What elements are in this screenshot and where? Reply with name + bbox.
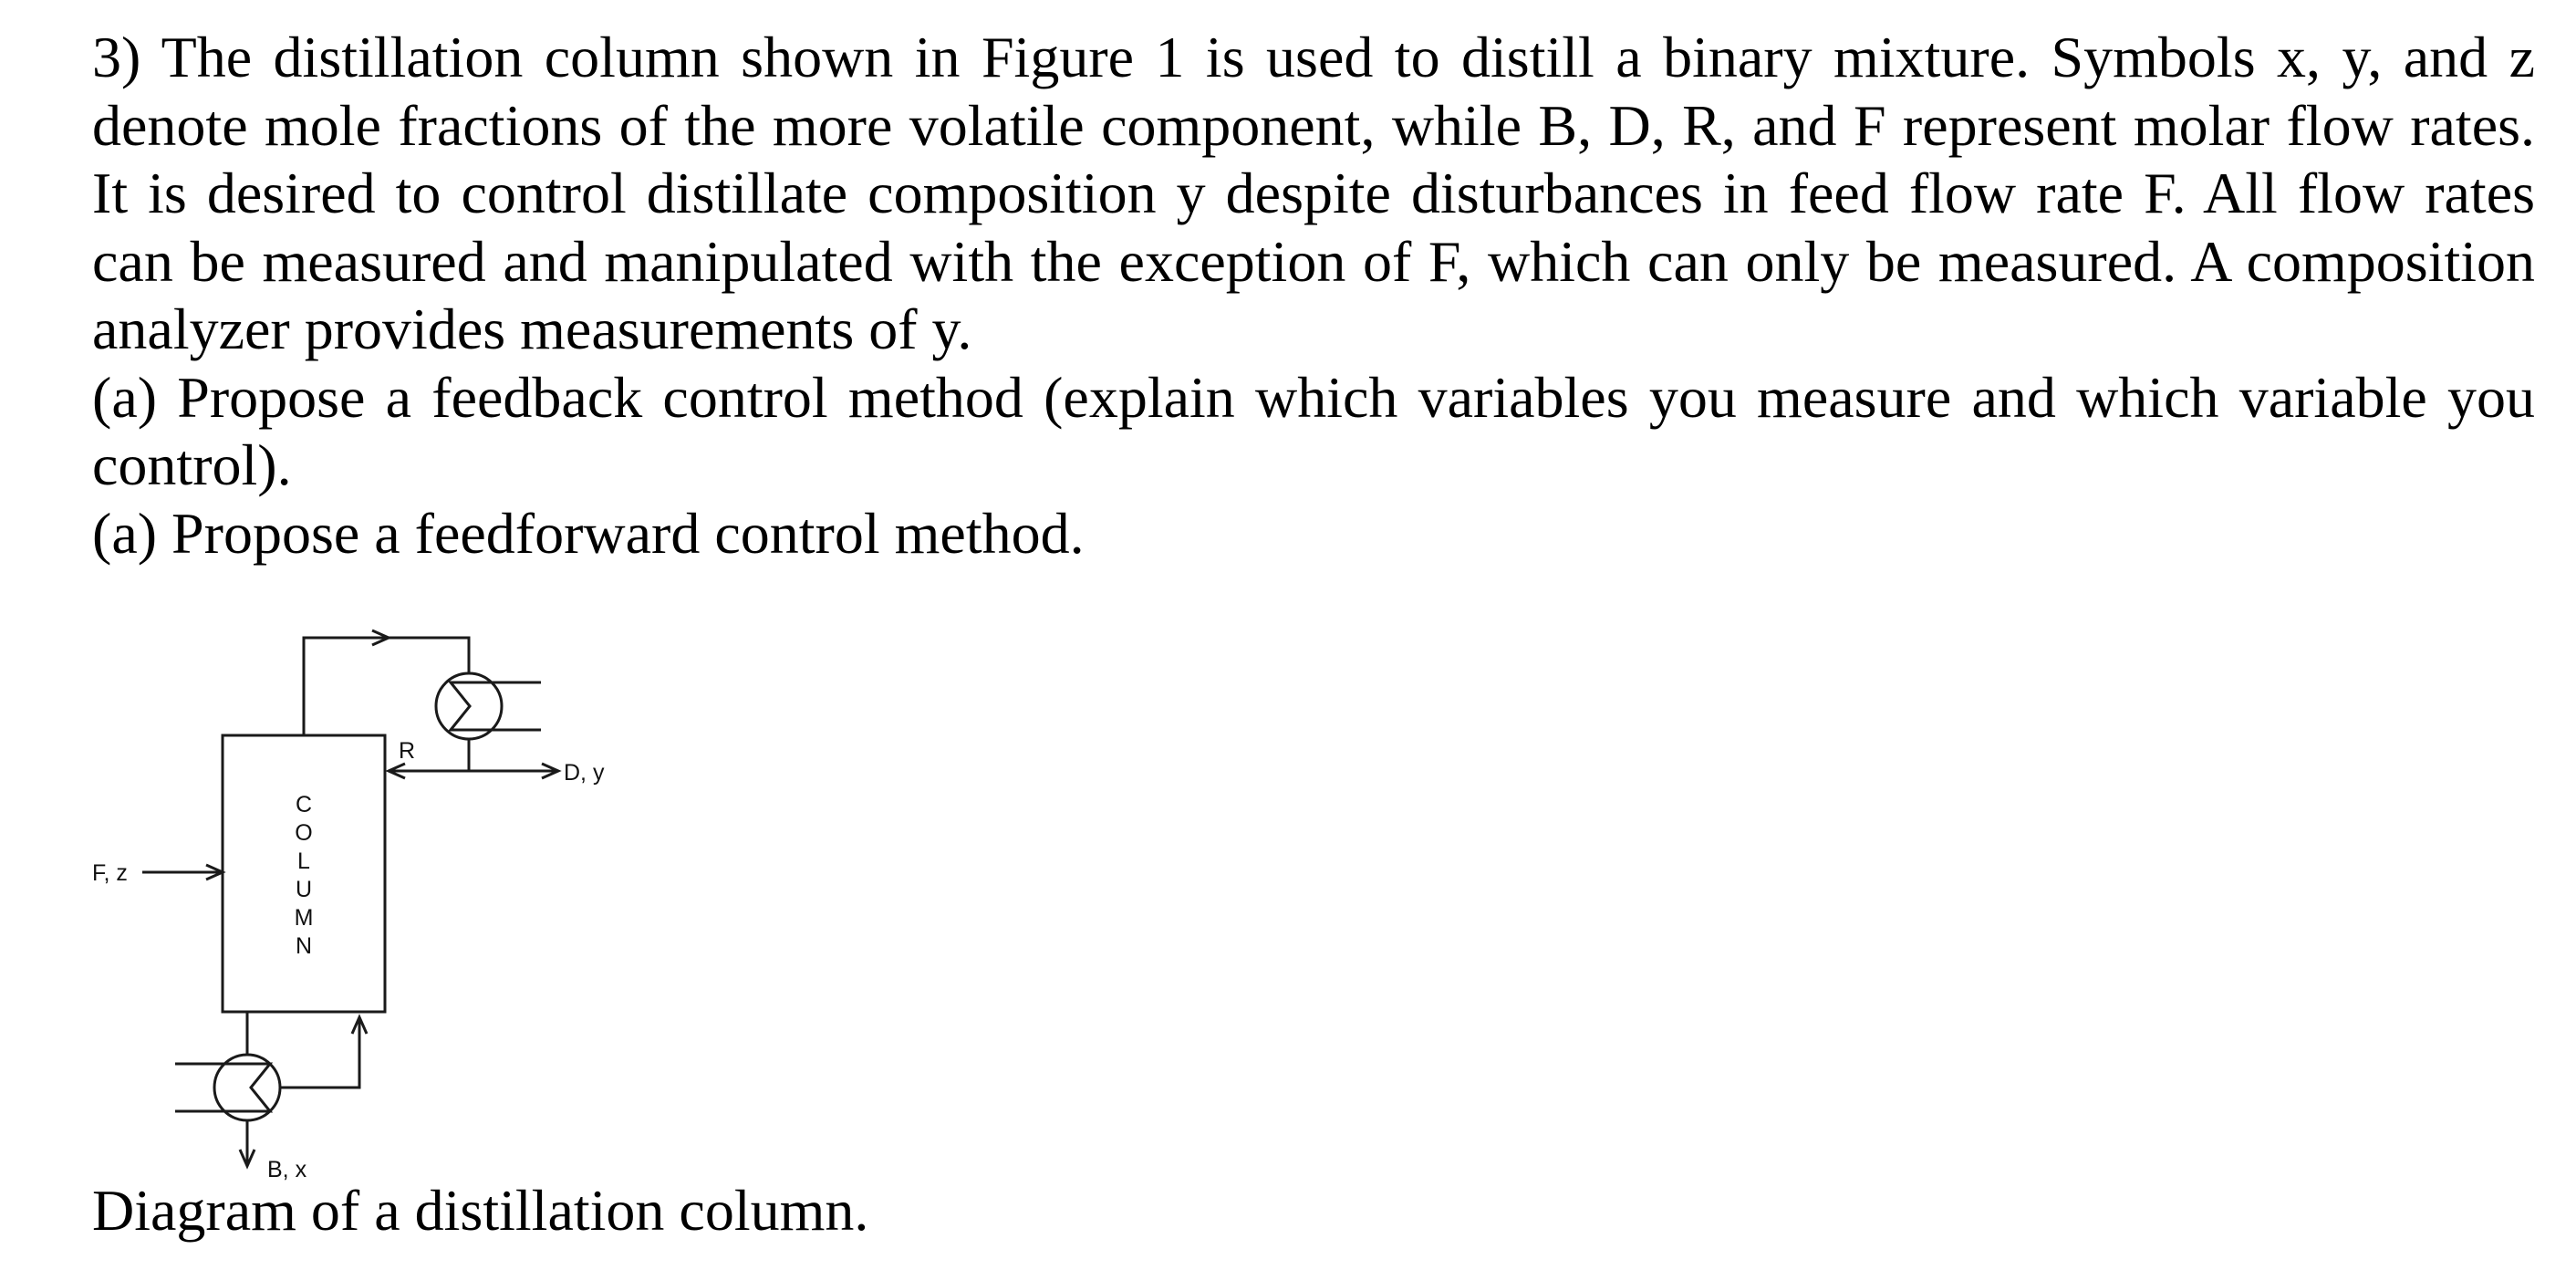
column-label (295, 792, 314, 959)
reflux-label: R (399, 738, 416, 764)
bottoms-arrowhead (240, 1150, 254, 1166)
column-letter: M (294, 905, 314, 931)
condenser-icon (436, 673, 541, 739)
overhead-arrowhead (372, 630, 389, 645)
reboil-arrowhead (352, 1017, 367, 1034)
overhead-vapor-line (304, 638, 469, 735)
reboil-vapor-line (280, 1017, 359, 1088)
column-letter: L (297, 848, 310, 874)
reboiler-icon (175, 1055, 280, 1120)
figure-caption: Diagram of a distillation column. (92, 1178, 869, 1243)
bottoms-label: B, x (267, 1157, 307, 1182)
feed-arrowhead (206, 865, 223, 880)
distillate-label: D, y (564, 760, 605, 786)
problem-statement (92, 24, 2535, 567)
column-shell (223, 735, 385, 1012)
reflux-arrowhead (389, 764, 405, 778)
question-feedback: (a) Propose a feedback control method (explain which variables you measure and which variable you control). (92, 364, 2535, 497)
distillate-arrowhead (542, 764, 558, 778)
column-letter: N (295, 933, 313, 959)
question-feedforward: (a) Propose a feedforward control method. (92, 500, 1085, 566)
column-letter: C (295, 792, 313, 817)
column-letter: U (295, 877, 313, 902)
column-letter: O (295, 820, 313, 846)
problem-intro: 3) The distillation column shown in Figure 1 is used to distill a binary mixture. Symbols x, y, and z denote mole fractions of the more volatile component, while B, D, R, and F represent molar flow rates. It is desired to control distillate composition y despite disturbances in feed flow rate F. All flow rates can be measured and manipulated with the exception of F, which can only be measured. A composition analyzer provides measurements of y. (92, 25, 2535, 361)
feed-label: F, z (92, 860, 128, 886)
